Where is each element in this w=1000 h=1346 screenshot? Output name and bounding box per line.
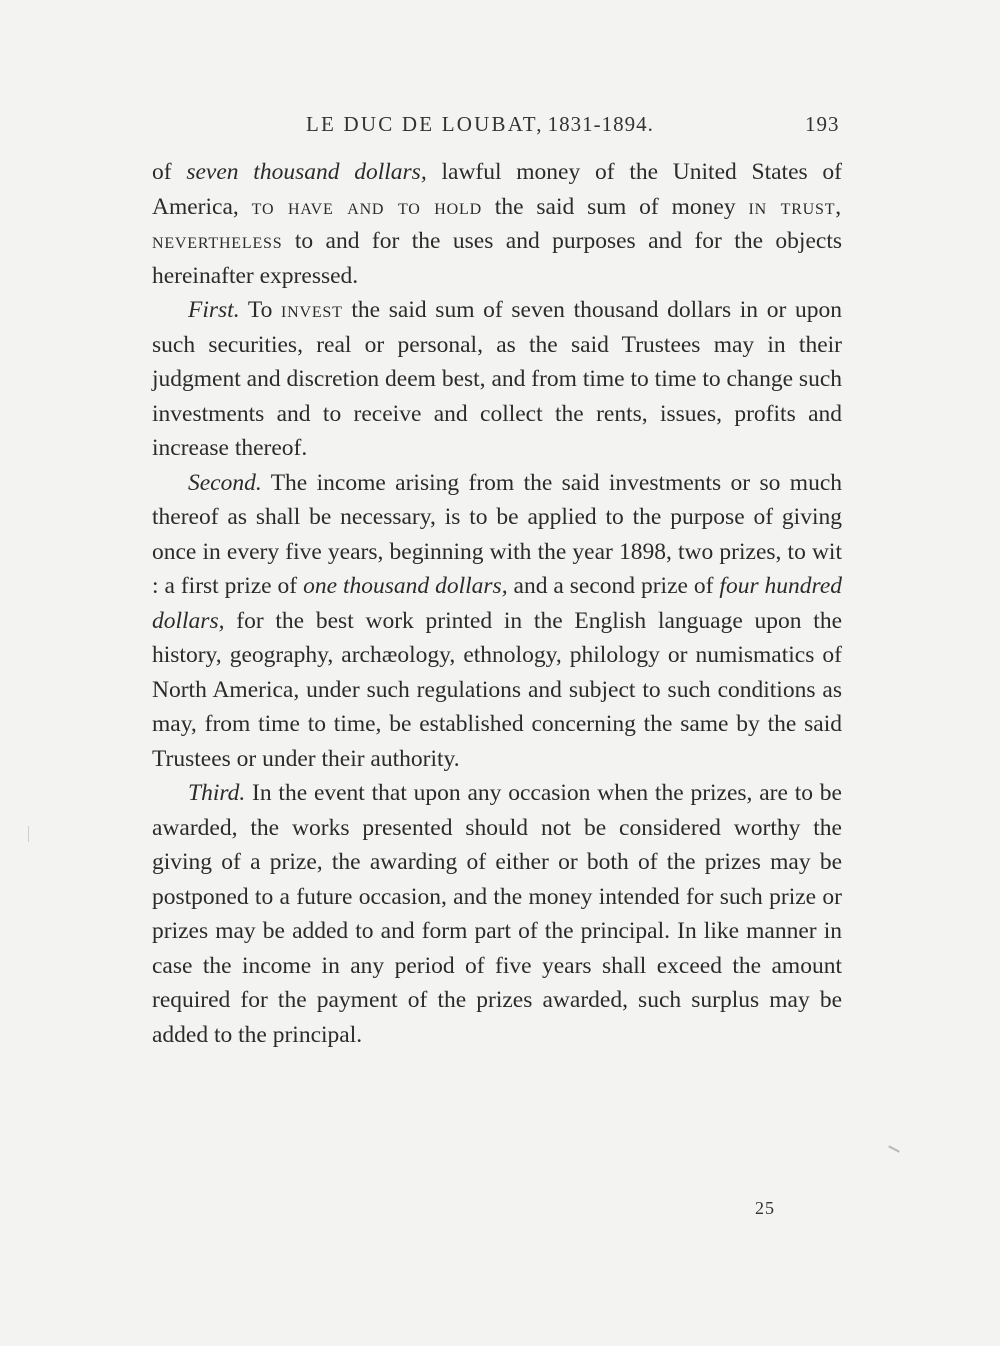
text-run: lawful money of the United States of America, <box>152 159 843 220</box>
italic-amount: seven thousand dollars, <box>186 159 427 185</box>
small-caps-phrase: to have and to hold <box>251 193 482 220</box>
page-number: 193 <box>805 112 840 136</box>
text-run: of <box>152 159 187 185</box>
text-run: for the best work printed in the English language upon the history, geography, archæology, ethnology, philology or numismatics of North America, under such regulations and subject to such conditions as may, from time to time, be established concerning the same by the said Trustees or under their authority. <box>152 607 842 772</box>
text-run: to and for the uses and purposes and for the objects hereinafter expressed. <box>152 228 842 289</box>
text-run: In the event that upon any occasion when the prizes, are to be awarded, the works presented should not be considered worthy the giving of a prize, the awarding of either or both of the prizes may be postponed to a future occasion, and the money intended for such prize or prizes may be added to and form part of the principal. In like manner in case the income in any period of five years shall exceed the amount required for the payment of the prizes awarded, such surplus may be added to the principal. <box>152 780 842 1048</box>
italic-amount: one thousand dollars, <box>303 573 508 599</box>
margin-mark <box>28 826 29 842</box>
print-speck <box>888 1145 900 1152</box>
text-run: To <box>239 297 281 323</box>
paragraph-third <box>152 776 842 1052</box>
clause-label: Second. <box>188 469 262 496</box>
running-head-years: 1831-1894. <box>547 112 654 136</box>
clause-label: First. <box>188 297 240 323</box>
body-text <box>152 155 842 1052</box>
paragraph-first <box>152 293 842 466</box>
signature-mark: 25 <box>755 1198 775 1218</box>
italic-amount: four hundred dollars, <box>152 573 842 634</box>
running-title: LE DUC DE LOUBAT, <box>306 112 544 136</box>
paragraph-continuation <box>152 155 842 293</box>
text-run: The income arising from the said investments or so much thereof as shall be necessary, is to be applied to the purpose of giving once in every five years, beginning with the year 1898, two prizes, to wit : a first prize of <box>152 469 842 599</box>
running-head <box>306 112 654 137</box>
text-run: the said sum of seven thousand dollars in or upon such securities, real or personal, as the said Trustees may in their judgment and discretion deem best, and from time to time to change such investments and to receive and collect the rents, issues, profits and increase thereof. <box>152 297 842 461</box>
paragraph-second <box>152 466 842 777</box>
text-run: the said sum of money <box>481 193 749 220</box>
clause-label: Third. <box>188 780 246 806</box>
text-run: and a second prize of <box>507 573 720 599</box>
small-caps-phrase: invest <box>281 297 343 323</box>
small-caps-phrase: in trust, nevertheless <box>152 193 842 254</box>
